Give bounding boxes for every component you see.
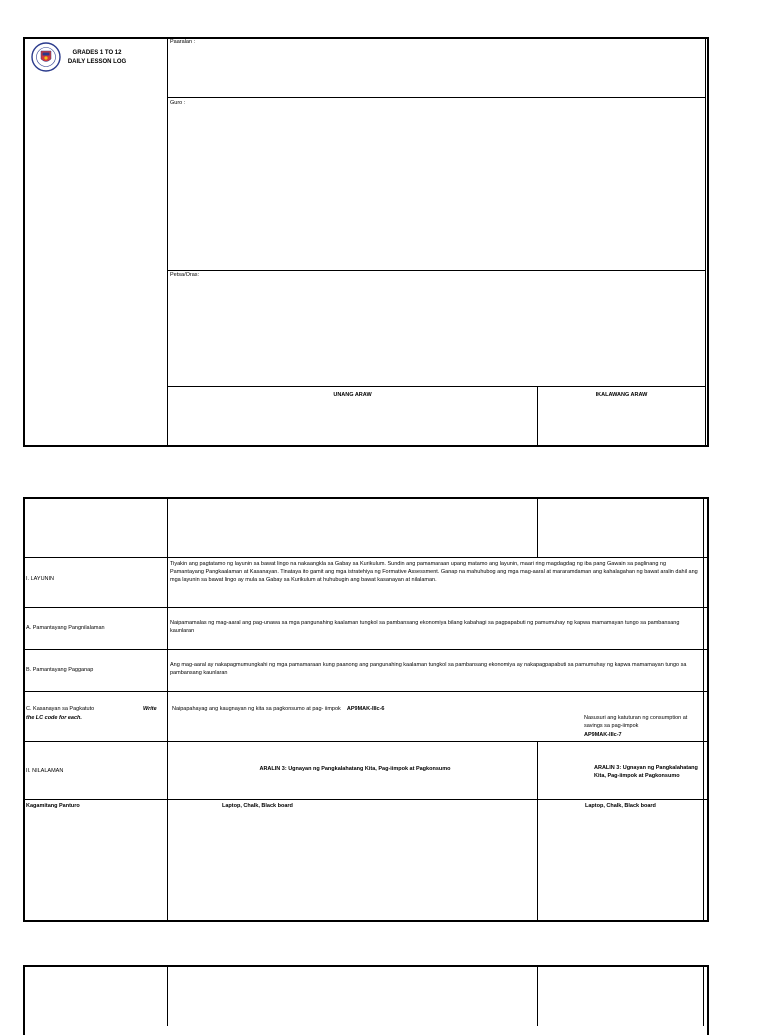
right-edge — [703, 498, 704, 921]
right-edge — [703, 966, 704, 1026]
header-row-line — [168, 97, 705, 98]
label-divider — [167, 498, 168, 921]
kasanayan-day1-text — [172, 705, 532, 713]
side-strip — [701, 40, 706, 390]
row-line — [24, 799, 707, 800]
guro-label: Guro : — [170, 100, 186, 106]
pagganap-text: Ang mag-aaral ay nakapagmumungkahi ng mga pamamaraan kung paanong ang pangunahing kaalaman tungkol sa pambansang ekonomiya ay nakapagpapabuti sa pamumuhay ng kapwa mamamayan tungo sa pambansang kaunlaran — [170, 662, 687, 676]
nilalaman-label: II. NILALAMAN — [26, 768, 64, 774]
form-title-line1: GRADES 1 TO 12 — [72, 50, 122, 56]
kasanayan-write: Write — [143, 706, 157, 712]
pangnilalaman-text: Naipamamalas ng mag-aaral ang pag-unawa sa mga pangunahing kaalaman tungkol sa pambansang ekonomiya bilang kabahagi sa pagpapabuti ng pamumuhay ng kapwa mamamayan tungo sa pambansang kaunlaran — [170, 620, 680, 634]
day-divider — [537, 966, 538, 1026]
nilalaman-day1: ARALIN 3: Ugnayan ng Pangkalahatang Kita, Pag-iimpok at Pagkonsumo — [259, 766, 451, 772]
row-line — [24, 649, 707, 650]
nilalaman-day2: ARALIN 3: Ugnayan ng Pangkalahatang Kita, Pag-iimpok at Pagkonsumo — [594, 765, 698, 779]
row-line — [24, 607, 707, 608]
day-divider — [537, 498, 538, 558]
pagganap-label: B. Pamantayang Pagganap — [26, 667, 94, 673]
continuation-table — [23, 965, 709, 1035]
kasanayan-label: C. Kasanayan sa Pagkatuto — [26, 706, 95, 712]
day2-header: IKALAWANG ARAW — [595, 392, 648, 398]
label-divider — [167, 966, 168, 1026]
pangnilalaman-label: A. Pamantayang Pangnilalaman — [26, 625, 105, 631]
kasanayan-lc-note: the LC code for each. — [26, 715, 82, 721]
deped-seal-icon — [31, 42, 61, 72]
header-row-line — [168, 270, 705, 271]
paaralan-label: Paaralan : — [170, 39, 196, 45]
header-divider — [167, 38, 168, 446]
kasanayan-day2-text: Nasusuri ang katuturan ng consumption at savings sa pag-iimpok — [584, 715, 688, 729]
kasanayan-day1-code: AP9MAK-IIIc-6 — [346, 706, 385, 712]
kagamitan-day1: Laptop, Chalk, Black board — [222, 803, 293, 809]
kagamitan-label: Kagamitang Panturo — [26, 803, 80, 809]
petsa-label: Petsa/Oras: — [170, 272, 200, 278]
layunin-text: Tiyakin ang pagtatamo ng layunin sa bawat lingo na nakaangkla sa Gabay sa Kurikulum. Sundin ang pamamaraan upang matamo ang layunin, maari ring magdagdag ng iba pang Gawain sa paglinang ng Pamantayang Pangkaalaman at Kasanayan. Tinataya ito gamit ang mga istratehiya ng Formative Assessment. Ganap na mahuhubog ang mga mag-aaral at mararamdaman ang kahalagahan ng bawat aralin dahil ang mga layunin sa bawat lingo ay mula sa Gabay sa Kurikulum at huhubugin ang bawat kasanayan at nilalaman. — [170, 561, 698, 583]
kasanayan-day1-desc: Naipapahayag ang kaugnayan ng kita sa pagkonsumo at pag- iimpok — [172, 706, 341, 712]
row-line — [24, 741, 707, 742]
form-title-line2: DAILY LESSON LOG — [67, 59, 127, 65]
kagamitan-day2: Laptop, Chalk, Black board — [585, 803, 656, 809]
row-line — [24, 557, 707, 558]
header-row-line — [168, 386, 705, 387]
day1-header: UNANG ARAW — [333, 392, 372, 398]
kasanayan-day2-code: AP9MAK-IIIc-7 — [584, 732, 622, 738]
row-line — [24, 691, 707, 692]
day-divider — [537, 741, 538, 921]
layunin-label: I. LAYUNIN — [26, 576, 55, 582]
